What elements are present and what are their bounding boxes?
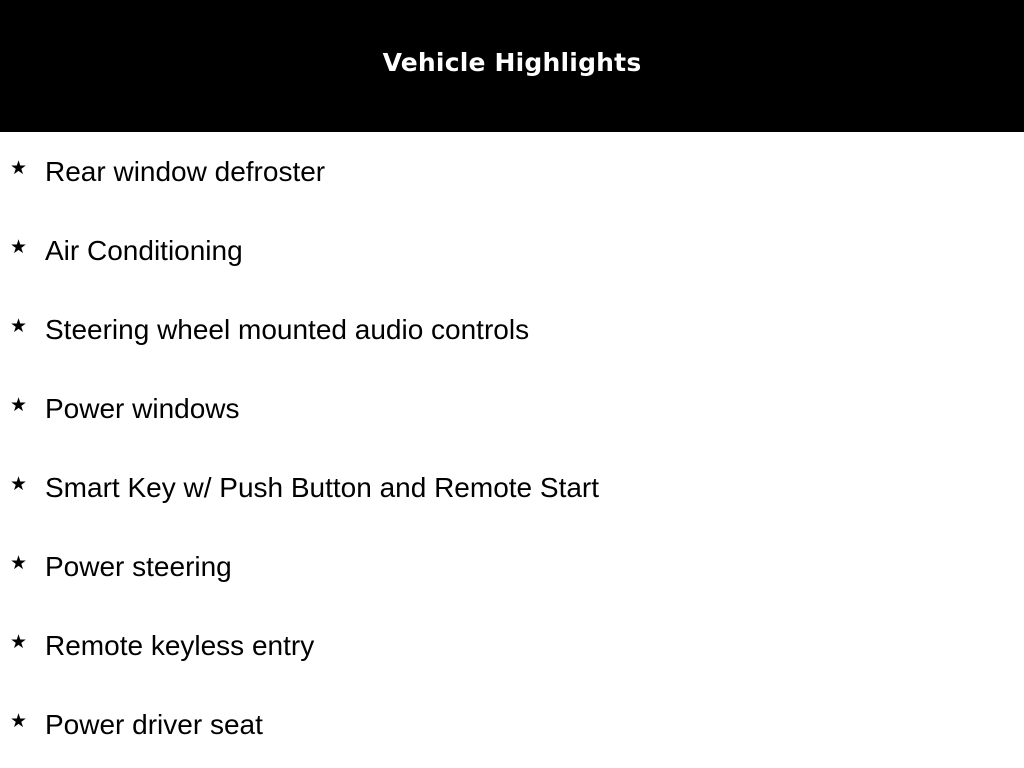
star-icon: ★: [10, 552, 28, 574]
list-item: [0, 545, 1024, 585]
star-icon: ★: [10, 631, 28, 653]
list-item: [0, 466, 1024, 506]
list-item: [0, 308, 1024, 348]
list-item: [0, 150, 1024, 190]
star-icon: ★: [10, 236, 28, 258]
feature-label: Power steering: [45, 551, 232, 582]
feature-label: Remote keyless entry: [45, 630, 315, 661]
star-icon: ★: [10, 710, 28, 732]
list-item: [0, 703, 1024, 743]
feature-label: Air Conditioning: [45, 235, 243, 266]
feature-label: Power driver seat: [45, 709, 263, 740]
header-banner: [0, 0, 1024, 132]
list-item: [0, 387, 1024, 427]
star-icon: ★: [10, 157, 28, 179]
feature-label: Rear window defroster: [45, 156, 326, 187]
star-icon: ★: [10, 473, 28, 495]
feature-label: Smart Key w/ Push Button and Remote Start: [45, 472, 600, 503]
star-icon: ★: [10, 315, 28, 337]
page-title: Vehicle Highlights: [382, 47, 642, 77]
list-item: [0, 229, 1024, 269]
star-icon: ★: [10, 394, 28, 416]
feature-label: Steering wheel mounted audio controls: [45, 314, 530, 345]
list-item: [0, 624, 1024, 664]
feature-label: Power windows: [45, 393, 240, 424]
